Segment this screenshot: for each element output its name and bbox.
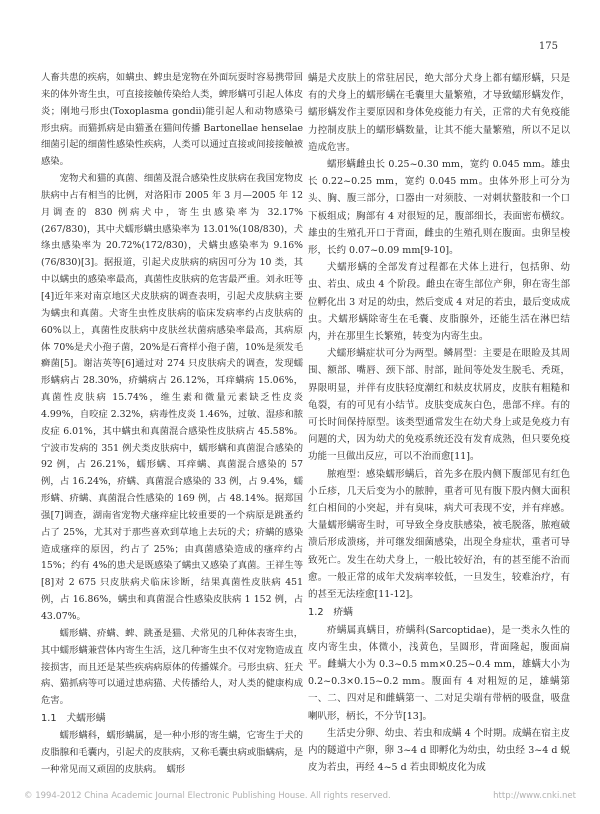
body-paragraph: 螨是犬皮肤上的常驻居民，绝大部分犬身上都有蠕形螨，只是有的犬身上的蠕形螨在毛囊里大量繁殖，才导致蠕形螨发作，蠕形螨发作主要原因和身体免疫能力有关，正常的犬有免疫能力控制皮肤上的蠕形螨数量，让其不能大量繁殖，所以不足以造成危害。	[308, 73, 570, 153]
body-paragraph: 宠物犬和猫的真菌、细菌及混合感染性皮肤病在我国宠物皮肤病中占有相当的比例，对洛阳市 2005 年 3 月—2005 年 12 月调查的 830 例病犬中，寄生虫感染率为 32.17%(267/830)，其中犬蠕形螨虫感染率为 13.01%(108/830)，犬绦虫感染率为 20.72%(172/830)，犬螨虫感染率为 9.16%(76/830)[3]。据报道，引起犬皮肤病的病因可分为 10 类，其中以螨虫的感染率最高，真菌性皮肤病的危害最严重。刘永旺等[4]近年来对南京地区犬皮肤病的调查表明，引起犬皮肤病主要为螨虫和真菌。犬寄生虫性皮肤病的临床发病率约占皮肤病的 60%以上，真菌性皮肤病中皮肤丝状菌病感染率最高，其病原体 70%是犬小孢子菌，20%是石膏样小孢子菌，10%是须发毛癣菌[5]。谢洁英等[6]通过对 274 只皮肤病犬的调查，发现蠕形螨病占 28.30%，疥螨病占 26.12%，耳痒螨病 15.06%，真菌性皮肤病 15.74%，维生素和微量元素缺乏性皮炎 4.99%，自咬症 2.32%，病毒性皮炎 1.46%，过敏、湿疹和脓皮症 6.01%，其中螨虫和真菌混合感染性皮肤病占 45.58%。宁波市发病的 351 例犬类皮肤病中，蠕形螨和真菌混合感染的 92 例，占 26.21%，蠕形螨、耳痒螨、真菌混合感染的 57 例，占 16.24%，疥螨、真菌混合感染的 33 例，占 9.4%，蠕形螨、疥螨、真菌混合性感染的 169 例，占 48.14%。据郑国强[7]调查，湖南省宠物犬瘙痒症比较重要的一个病原是跳蚤约占了 25%，尤其对于那些喜欢到草地上去玩的犬；疥螨的感染造成瘙痒的原因，约占了 25%；由真菌感染造成的瘙痒约占 15%；约有 4%的患犬是既感染了螨虫又感染了真菌。王祥生等[8]对 2 675 只皮肤病犬临床诊断，结果真菌性皮肤病 451 例，占 16.86%，螨虫和真菌混合性感染皮肤病 1 152 例，占 43.07%。	[41, 173, 303, 622]
body-paragraph: 犬蠕形螨症状可分为两型。鳞屑型：主要是在眼睑及其周围、额部、嘴唇、颈下部、肘部，趾间等处发生脱毛、秃斑，界限明显，并伴有皮肤轻度潮红和麸皮状屑皮，皮肤有粗糙和龟裂，有的可见有小结节。皮肤变成灰白色，患部不痒。有的可长时间保持原型。该类型通常发生在幼犬身上或是免疫力有问题的犬，因为幼犬的免疫系统还没有发育成熟，但只要免疫功能一旦做出反应，可以不治而愈[11]。	[308, 348, 570, 463]
body-paragraph: 犬蠕形螨的全部发育过程都在犬体上进行，包括卵、幼虫、若虫、成虫 4 个阶段。雌虫在寄生部位产卵，卵在寄生部位孵化出 3 对足的幼虫，然后变成 4 对足的若虫，最后变成成虫。犬蠕形螨除寄生在毛囊、皮脂腺外，还能生活在淋巴结内，并在那里生长繁殖，转变为内寄生虫。	[308, 262, 570, 343]
website-link[interactable]: http://www.cnki.net	[493, 791, 576, 801]
body-paragraph: 蠕形螨科，蠕形螨属，是一种小形的寄生螨，它寄生于犬的皮脂腺和毛囊内，引起犬的皮肤病，又称毛囊虫病或脂螨病，是一种常见而又顽固的皮肤病。 蠕形	[41, 729, 303, 775]
left-column	[41, 70, 303, 778]
body-paragraph: 蠕形螨雌虫长 0.25~0.30 mm，宽约 0.045 mm。雄虫长 0.22~0.25 mm，宽约 0.045 mm。虫体外形上可分为头、胸、腹三部分，口器由一对须肢、一对刺状螯肢和一个口下板组成；胸部有 4 对很短的足，腹部细长，表面密布横纹。雄虫的生殖孔开口于背面，雌虫的生殖孔则在腹面。虫卵呈梭形，长约 0.07~0.09 mm[9-10]。	[308, 159, 570, 257]
body-paragraph: 生活史分卵、幼虫、若虫和成螨 4 个时期。成螨在宿主皮内的隧道中产卵，卵 3~4 d 即孵化为幼虫，幼虫经 3~4 d 蜕皮为若虫，再经 4~5 d 若虫即蜕皮化为成	[308, 727, 570, 774]
right-column	[308, 70, 570, 776]
section-heading: 1.1 犬蠕形螨	[41, 713, 106, 725]
body-paragraph: 疥螨属真螨目，疥螨科(Sarcoptidae)，是一类永久性的皮内寄生虫，体微小，浅黄色，呈圆形，背面隆起，腹面扁平。雌螨大小为 0.3~0.5 mm×0.25~0.4 mm，雄螨大小为 0.2~0.3×0.15~0.2 mm。腹面有 4 对粗短的足，雄螨第一、二、四对足和雌螨第一、二对足尖端有带柄的吸盘，吸盘喇叭形，柄长，不分节[13]。	[308, 624, 570, 722]
body-paragraph: 脓疱型：感染蠕形螨后，首先多在股内侧下腹部见有红色小丘疹，几天后变为小的脓肿，重者可见有腹下股内侧大面积红白相间的小突起，并有臭味，病犬可表现不安，并有痒感。大量蠕形螨寄生时，可导致全身皮肤感染，被毛脱落，脓疱破溃后形成溃疡，并可继发细菌感染，出现全身症状，重者可导致死亡。发生在幼犬身上，一般比较好治，有的甚至能不治而愈。一般正常的成年犬发病率较低，一旦发生，较难治疗，有的甚至无法痊愈[11-12]。	[308, 468, 570, 601]
copyright-footer	[24, 791, 576, 801]
body-paragraph: 蠕形螨、疥螨、蜱、跳蚤是猫、犬常见的几种体表寄生虫，其中蠕形螨兼营体内寄生生活，这几种寄生虫不仅对宠物造成直接损害，而且还是某些疾病病原体的传播媒介。弓形虫病、狂犬病、猫抓病等可以通过患病猫、犬传播给人，对人类的健康构成危害。	[41, 627, 303, 707]
body-paragraph: 人畜共患的疾病，如螨虫、蜱虫是宠物在外面玩耍时容易携带回来的体外寄生虫，可直接接触传染给人类，蜱形螨可引起人体皮炎；刚地弓形虫(Toxoplasma gondii)能引起人和动物感染弓形虫病。而猫抓病是由猫蚤在猫间传播 Bartonellae henselae 细菌引起的细菌性感染性疾病，人类可以通过直接或间接接触被感染。	[41, 72, 303, 168]
copyright-text: © 1994-2012 China Academic Journal Electronic Publishing House. All rights reserved.	[24, 791, 391, 801]
page-number: 175	[538, 41, 558, 52]
section-heading: 1.2 疥螨	[308, 607, 353, 619]
